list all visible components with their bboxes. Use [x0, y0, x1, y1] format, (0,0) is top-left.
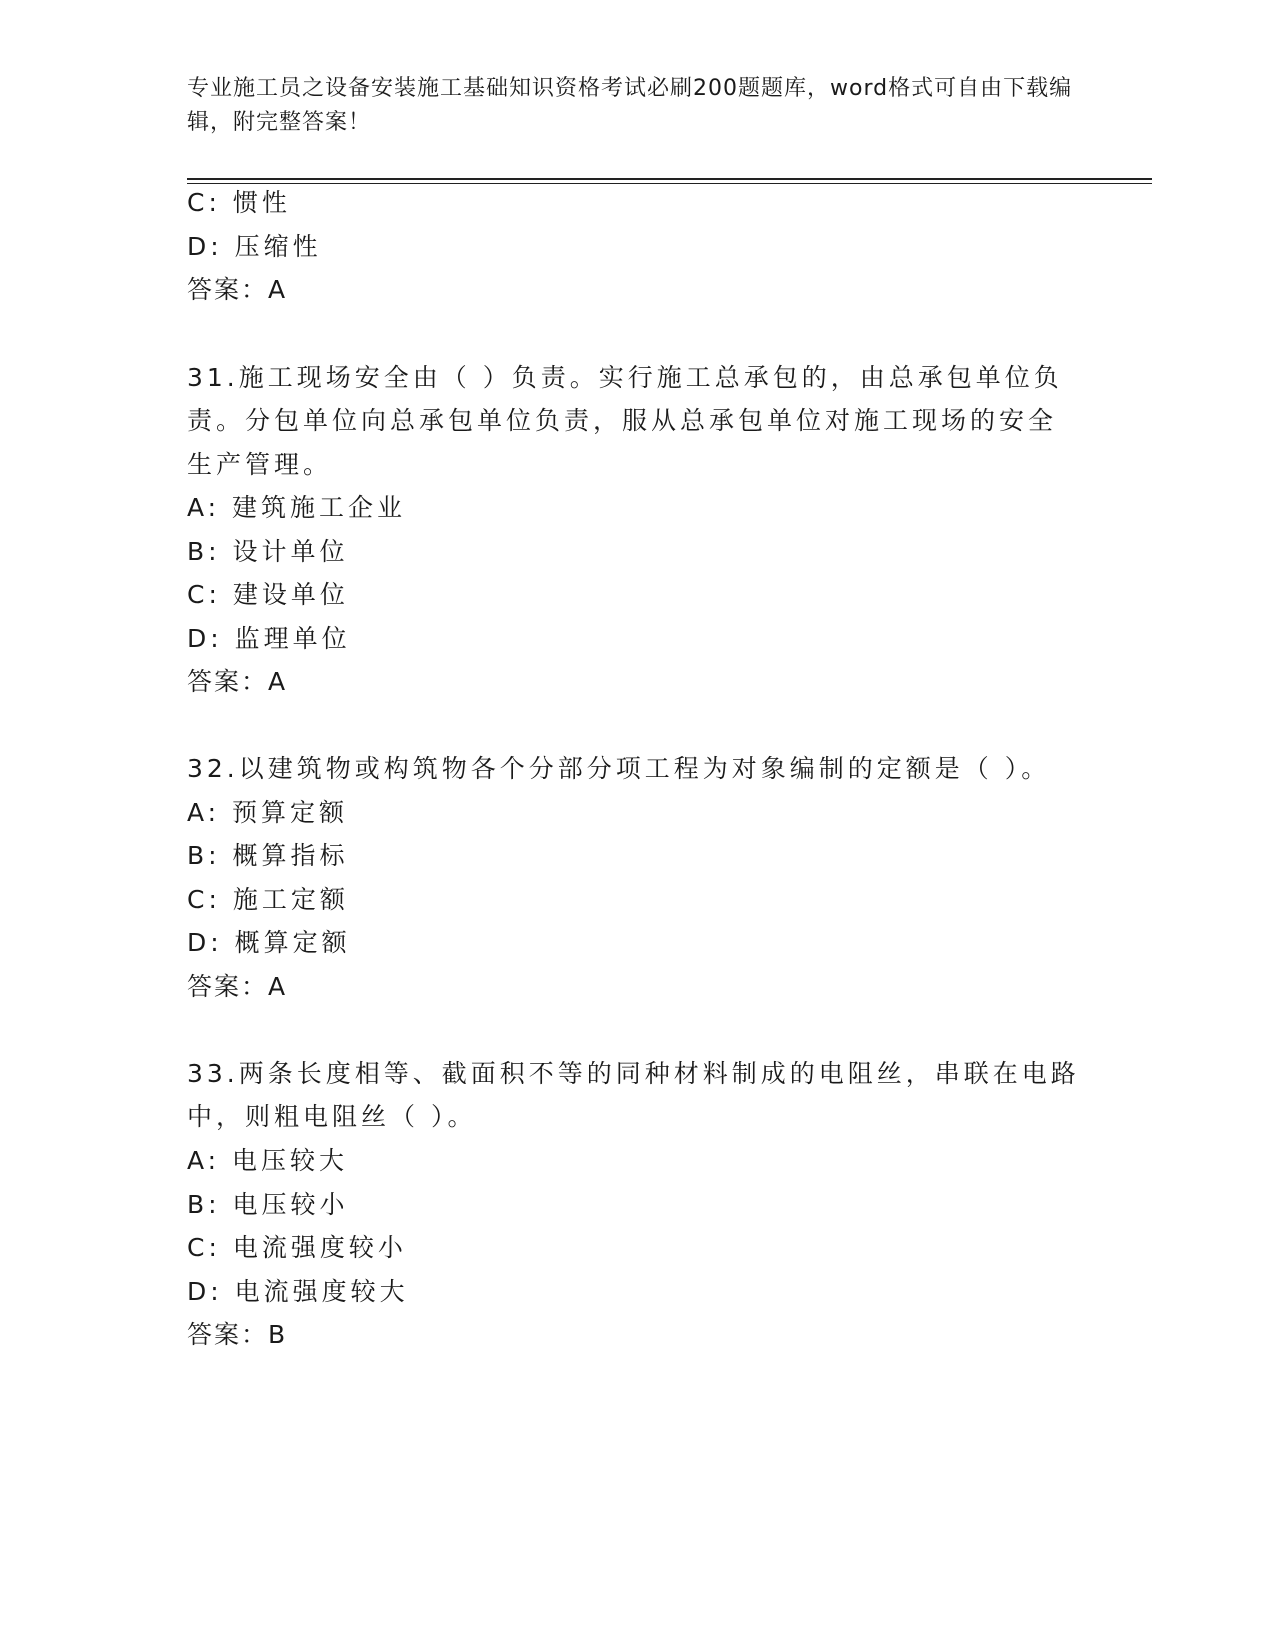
question-31-option-d — [187, 622, 351, 656]
question-33-stem-line-1: 33.两条长度相等、截面积不等的同种材料制成的电阻丝，串联在电路 — [187, 1059, 1080, 1088]
question-32-answer: 答案：A — [187, 972, 288, 1001]
option-letter: A: — [187, 798, 221, 827]
question-31-stem-line-3: 生产管理。 — [187, 450, 333, 479]
option-text: 惯性 — [232, 188, 291, 217]
option-letter: D: — [187, 232, 223, 261]
option-letter: C: — [187, 1233, 221, 1262]
option-c — [187, 186, 291, 220]
option-d — [187, 230, 322, 264]
option-text: 电流强度较小 — [232, 1233, 407, 1262]
option-text: 电压较小 — [232, 1190, 349, 1219]
option-text: 电流强度较大 — [234, 1277, 409, 1306]
option-text: 概算指标 — [232, 841, 349, 870]
header-rule-thick — [187, 178, 1152, 180]
question-33-stem-line-2: 中，则粗电阻丝（ ）。 — [187, 1102, 477, 1131]
option-text: 建设单位 — [232, 580, 349, 609]
option-letter: C: — [187, 885, 221, 914]
question-32-option-a — [187, 796, 348, 830]
option-text: 施工定额 — [232, 885, 349, 914]
option-letter: D: — [187, 1277, 223, 1306]
option-text: 电压较大 — [232, 1146, 349, 1175]
question-32-option-c — [187, 883, 349, 917]
question-32-option-d — [187, 926, 351, 960]
question-31-answer: 答案：A — [187, 667, 288, 696]
question-32-stem-line-1: 32.以建筑物或构筑物各个分部分项工程为对象编制的定额是（ ）。 — [187, 754, 1051, 783]
header-rule-thin — [187, 183, 1152, 184]
option-letter: D: — [187, 928, 223, 957]
option-letter: C: — [187, 188, 221, 217]
answer-line: 答案：A — [187, 275, 288, 304]
option-text: 概算定额 — [234, 928, 351, 957]
option-letter: A: — [187, 493, 221, 522]
question-31-option-a — [187, 491, 406, 525]
question-33-option-d — [187, 1275, 409, 1309]
option-letter: D: — [187, 624, 223, 653]
question-33-option-a — [187, 1144, 348, 1178]
question-33-option-b — [187, 1188, 349, 1222]
option-letter: B: — [187, 841, 221, 870]
question-31-option-b — [187, 535, 349, 569]
option-letter: A: — [187, 1146, 221, 1175]
option-text: 预算定额 — [232, 798, 349, 827]
question-31-option-c — [187, 578, 349, 612]
option-text: 建筑施工企业 — [232, 493, 407, 522]
question-31-stem-line-2: 责。分包单位向总承包单位负责，服从总承包单位对施工现场的安全 — [187, 406, 1058, 435]
option-letter: C: — [187, 580, 221, 609]
option-letter: B: — [187, 1190, 221, 1219]
option-letter: B: — [187, 537, 221, 566]
question-33-option-c — [187, 1231, 407, 1265]
question-33-answer: 答案：B — [187, 1320, 288, 1349]
document-title: 专业施工员之设备安装施工基础知识资格考试必刷200题题库，word格式可自由下载编辑，附完整答案！ — [187, 76, 1073, 135]
question-32-option-b — [187, 839, 349, 873]
option-text: 压缩性 — [234, 232, 322, 261]
question-31-stem-line-1: 31.施工现场安全由（ ）负责。实行施工总承包的，由总承包单位负 — [187, 363, 1063, 392]
option-text: 监理单位 — [234, 624, 351, 653]
option-text: 设计单位 — [232, 537, 349, 566]
